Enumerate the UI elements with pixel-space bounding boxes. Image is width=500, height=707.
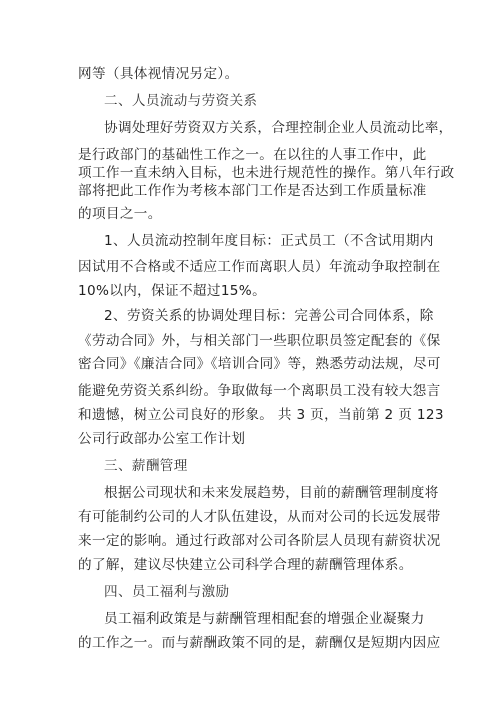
text-line: 网等（具体视情况另定）。 — [78, 66, 239, 82]
text-line: 是行政部门的基础性工作之一。在以往的人事工作中，此 — [78, 147, 427, 163]
section-heading-personnel: 二、人员流动与劳资关系 — [104, 93, 258, 109]
text-line: 的了解，建议尽快建立公司科学合理的薪酬管理体系。 — [78, 557, 413, 573]
text-line: 1、人员流动控制年度目标：正式员工（不含试用期内 — [104, 233, 434, 249]
text-line: 来一定的影响。通过行政部对公司各阶层人员现有薪资状况 — [78, 533, 441, 549]
text-line: 《劳动合同》外，与相关部门一些职位职员签定配套的《保 — [78, 333, 441, 349]
text-line: 项工作一直未纳入目标，也未进行规范性的操作。第八年行政 — [78, 165, 455, 181]
section-heading-welfare: 四、员工福利与激励 — [104, 584, 230, 600]
text-line: 密合同》《廉洁合同》《培训合同》等，熟悉劳动法规，尽可 — [78, 356, 441, 372]
text-line: 部将把此工作作为考核本部门工作是否达到工作质量标准 — [78, 183, 427, 199]
text-line: 10%以内，保证不超过15%。 — [78, 283, 267, 299]
text-line: 员工福利政策是与薪酬管理相配套的增强企业凝聚力 — [104, 611, 425, 627]
section-heading-salary: 三、薪酬管理 — [104, 458, 188, 474]
text-line: 因试用不合格或不适应工作而离职人员）年流动争取控制在 — [78, 259, 441, 275]
text-line: 能避免劳资关系纠纷。争取做每一个离职员工没有较大怨言 — [78, 383, 441, 399]
text-line: 的项目之一。 — [78, 206, 162, 222]
text-line: 2、劳资关系的协调处理目标：完善公司合同体系，除 — [104, 308, 434, 324]
text-line: 和遗憾，树立公司良好的形象。 共 3 页，当前第 2 页 123 — [78, 407, 444, 423]
text-line: 公司行政部办公室工作计划 — [78, 431, 246, 447]
text-line: 根据公司现状和未来发展趋势，目前的薪酬管理制度将 — [104, 485, 439, 501]
text-line: 协调处理好劳资双方关系，合理控制企业人员流动比率， — [104, 120, 453, 136]
text-line: 有可能制约公司的人才队伍建设，从而对公司的长远发展带 — [78, 509, 441, 525]
text-line: 的工作之一。而与薪酬政策不同的是，薪酬仅是短期内因应 — [78, 635, 441, 651]
